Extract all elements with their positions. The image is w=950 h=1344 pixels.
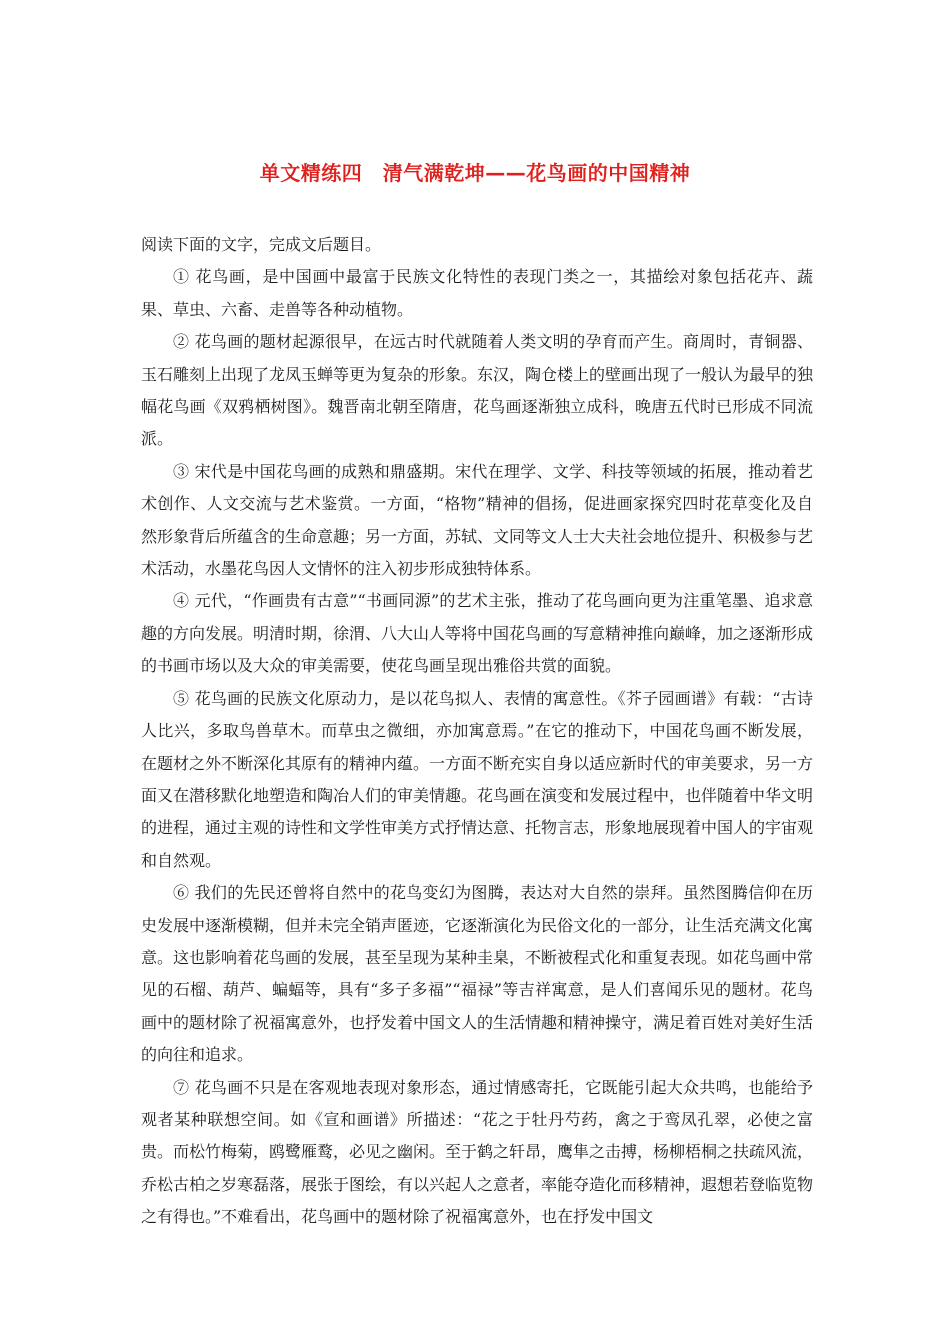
paragraph-3: ③ 宋代是中国花鸟画的成熟和鼎盛期。宋代在理学、文学、科技等领域的拓展，推动着艺术创作、人文交流与艺术鉴赏。一方面，“格物”精神的倡扬，促进画家探究四时花草变化及自然形象背后所蕴含的生命意趣；另一方面，苏轼、文同等文人士大夫社会地位提升、积极参与艺术活动，水墨花鸟因人文情怀的注入初步形成独特体系。 [141,461,814,579]
paragraph-4: ④ 元代，“作画贵有古意”“书画同源”的艺术主张，推动了花鸟画向更为注重笔墨、追求意趣的方向发展。明清时期，徐渭、八大山人等将中国花鸟画的写意精神推向巅峰，加之逐渐形成的书画市场以及大众的审美需要，使花鸟画呈现出雅俗共赏的面貌。 [141,591,814,676]
paragraph-5: ⑤ 花鸟画的民族文化原动力，是以花鸟拟人、表情的寓意性。《芥子园画谱》有载：“古诗人比兴，多取鸟兽草木。而草虫之微细，亦加寓意焉。”在它的推动下，中国花鸟画不断发展，在题材之外不断深化其原有的精神内蕴。一方面不断充实自身以适应新时代的审美要求，另一方面又在潜移默化地塑造和陶冶人们的审美情趣。花鸟画在演变和发展过程中，也伴随着中华文明的进程，通过主观的诗性和文学性审美方式抒情达意、托物言志，形象地展现着中国人的宇宙观和自然观。 [141,688,814,870]
document-body [141,229,813,1234]
paragraph-6: ⑥ 我们的先民还曾将自然中的花鸟变幻为图腾，表达对大自然的崇拜。虽然图腾信仰在历史发展中逐渐模糊，但并未完全销声匿迹，它逐渐演化为民俗文化的一部分，让生活充满文化寓意。这也影响着花鸟画的发展，甚至呈现为某种圭臬，不断被程式化和重复表现。如花鸟画中常见的石榴、葫芦、蝙蝠等，具有“多子多福”“福禄”等吉祥寓意，是人们喜闻乐见的题材。花鸟画中的题材除了祝福寓意外，也抒发着中国文人的生活情趣和精神操守，满足着百姓对美好生活的向往和追求。 [141,883,814,1065]
document-title: 单文精练四 清气满乾坤——花鸟画的中国精神 [259,161,691,185]
paragraph-7: ⑦ 花鸟画不只是在客观地表现对象形态，通过情感寄托，它既能引起大众共鸣，也能给予观者某种联想空间。如《宣和画谱》所描述：“花之于牡丹芍药，禽之于鸾凤孔翠，必使之富贵。而松竹梅菊，鸥鹭雁鹜，必见之幽闲。至于鹤之轩昂，鹰隼之击搏，杨柳梧桐之扶疏风流，乔松古柏之岁寒磊落，展张于图绘，有以兴起人之意者，率能夺造化而移精神，遐想若登临览物之有得也。”不难看出，花鸟画中的题材除了祝福寓意外，也在抒发中国文 [141,1077,814,1227]
paragraph-2: ② 花鸟画的题材起源很早，在远古时代就随着人类文明的孕育而产生。商周时，青铜器、玉石雕刻上出现了龙凤玉蝉等更为复杂的形象。东汉，陶仓楼上的壁画出现了一般认为最早的独幅花鸟画《双鸦栖树图》。魏晋南北朝至隋唐，花鸟画逐渐独立成科，晚唐五代时已形成不同流派。 [141,332,814,449]
paragraph-1: ① 花鸟画，是中国画中最富于民族文化特性的表现门类之一，其描绘对象包括花卉、蔬果、草虫、六畜、走兽等各种动植物。 [141,267,813,319]
reading-instruction: 阅读下面的文字，完成文后题目。 [141,235,382,254]
